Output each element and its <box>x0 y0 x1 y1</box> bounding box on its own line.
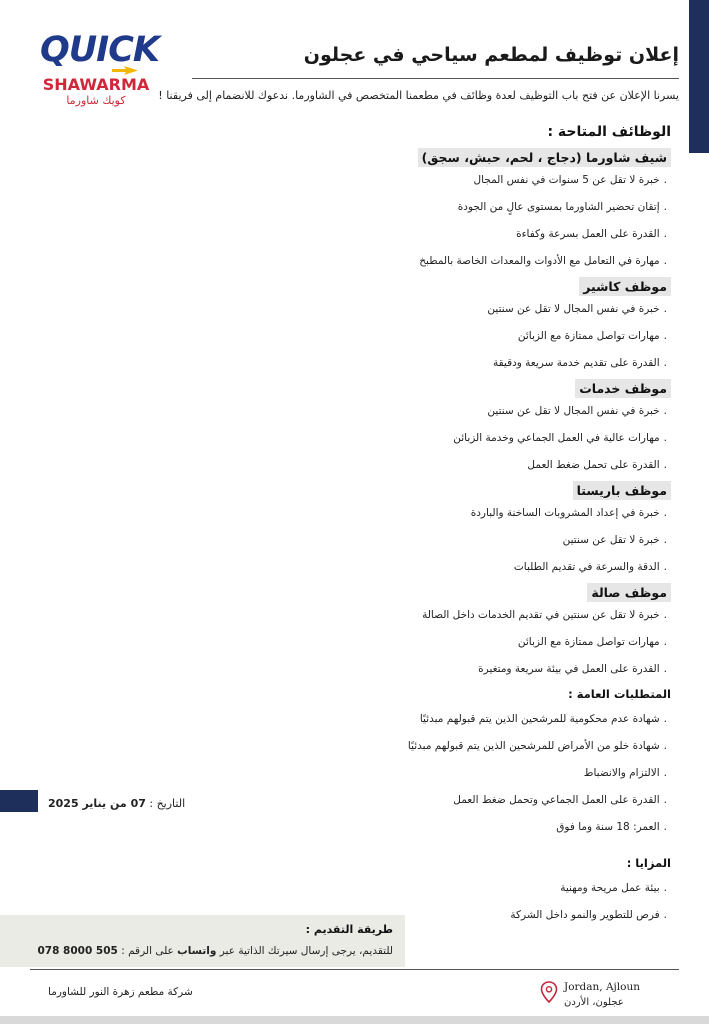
list-item: . شهادة خلو من الأمراض للمرشحين الذين يتم قبولهم مبدئيًا <box>381 740 671 767</box>
apply-title: طريقة التقديم : <box>305 923 393 936</box>
logo-arabic-text: كويك شاورما <box>66 94 126 107</box>
brand-logo <box>40 30 160 108</box>
job-title: موظف كاشير <box>579 277 671 296</box>
job-title: موظف صالة <box>587 583 671 602</box>
list-item: . الالتزام والانضباط <box>381 767 671 794</box>
list-item: . العمر: 18 سنة وما فوق <box>381 821 671 848</box>
left-accent-bar <box>0 790 38 812</box>
job-title: شيف شاورما (دجاج ، لحم، حبش، سجق) <box>418 148 671 167</box>
list-item: . القدرة على العمل بسرعة وكفاءة <box>381 228 671 255</box>
apply-text <box>0 945 393 957</box>
list-item: . خبرة لا تقل عن سنتين <box>381 534 671 561</box>
list-item: . القدرة على العمل الجماعي وتحمل ضغط العمل <box>381 794 671 821</box>
job-section <box>381 146 671 275</box>
job-title: موظف خدمات <box>575 379 671 398</box>
location-pin-icon <box>540 981 558 1003</box>
title-divider <box>192 78 679 79</box>
list-item: . القدرة على تحمل ضغط العمل <box>381 459 671 479</box>
company-name: شركة مطعم زهرة النور للشاورما <box>48 986 193 998</box>
date-label: التاريخ : <box>149 797 186 810</box>
list-item: . خبرة لا تقل عن سنتين في تقديم الخدمات داخل الصالة <box>381 609 671 636</box>
apply-box <box>0 915 405 967</box>
list-item: . مهارة في التعامل مع الأدوات والمعدات الخاصة بالمطبخ <box>381 255 671 275</box>
intro-text: يسرنا الإعلان عن فتح باب التوظيف لعدة وظائف في مطعمنا المتخصص في الشاورما. ندعوك للانضمام إلى فريقنا ! <box>158 89 679 102</box>
list-item: . شهادة عدم محكومية للمرشحين الذين يتم قبولهم مبدئيًا <box>381 713 671 740</box>
job-section <box>381 275 671 377</box>
list-item: . القدرة على تقديم خدمة سريعة ودقيقة <box>381 357 671 377</box>
job-section <box>381 377 671 479</box>
page-title: إعلان توظيف لمطعم سياحي في عجلون <box>303 44 679 66</box>
jobs-heading: الوظائف المتاحة : <box>547 124 671 140</box>
date-value: 07 من يناير 2025 <box>48 797 146 810</box>
list-item: . مهارات تواصل ممتازة مع الزبائن <box>381 330 671 357</box>
lightning-icon <box>112 66 138 75</box>
main-content <box>381 118 671 936</box>
location-arabic: عجلون، الأردن <box>564 997 624 1008</box>
job-section <box>381 581 671 685</box>
list-item: . خبرة في إعداد المشروبات الساخنة والباردة <box>381 507 671 534</box>
job-title: موظف باريستا <box>573 481 671 500</box>
apply-instructions: للتقديم، يرجى إرسال سيرتك الذاتية عبر <box>219 945 393 957</box>
location-english: Jordan, Ajloun <box>564 981 641 993</box>
list-item: . مهارات تواصل ممتازة مع الزبائن <box>381 636 671 663</box>
requirements-heading: المتطلبات العامة : <box>568 687 671 701</box>
apply-channel: واتساب <box>177 945 217 957</box>
job-section <box>381 479 671 581</box>
list-item: . خبرة في نفس المجال لا تقل عن سنتين <box>381 405 671 432</box>
list-item: . إتقان تحضير الشاورما بمستوى عالٍ من الجودة <box>381 201 671 228</box>
right-accent-bar <box>689 0 709 153</box>
logo-quick-text: QUICK <box>40 30 160 70</box>
list-item: . خبرة في نفس المجال لا تقل عن سنتين <box>381 303 671 330</box>
benefits-section <box>381 856 671 936</box>
list-item: . فرص للتطوير والنمو داخل الشركة <box>381 909 671 936</box>
benefits-heading: المزايا : <box>626 856 671 870</box>
list-item: . خبرة لا تقل عن 5 سنوات في نفس المجال <box>381 174 671 201</box>
list-item: . القدرة على العمل في بيئة سريعة ومتغيرة <box>381 663 671 685</box>
bottom-strip <box>0 1016 709 1024</box>
list-item: . الدقة والسرعة في تقديم الطلبات <box>381 561 671 581</box>
requirements-section <box>381 687 671 848</box>
apply-number-label: على الرقم : <box>121 945 174 957</box>
post-date <box>48 797 185 810</box>
list-item: . مهارات عالية في العمل الجماعي وخدمة الزبائن <box>381 432 671 459</box>
footer-divider <box>30 969 679 970</box>
apply-phone-number[interactable]: 078 8000 505 <box>37 945 118 957</box>
list-item: . بيئة عمل مريحة ومهنية <box>381 882 671 909</box>
logo-shawarma-text: SHAWARMA <box>42 75 150 94</box>
